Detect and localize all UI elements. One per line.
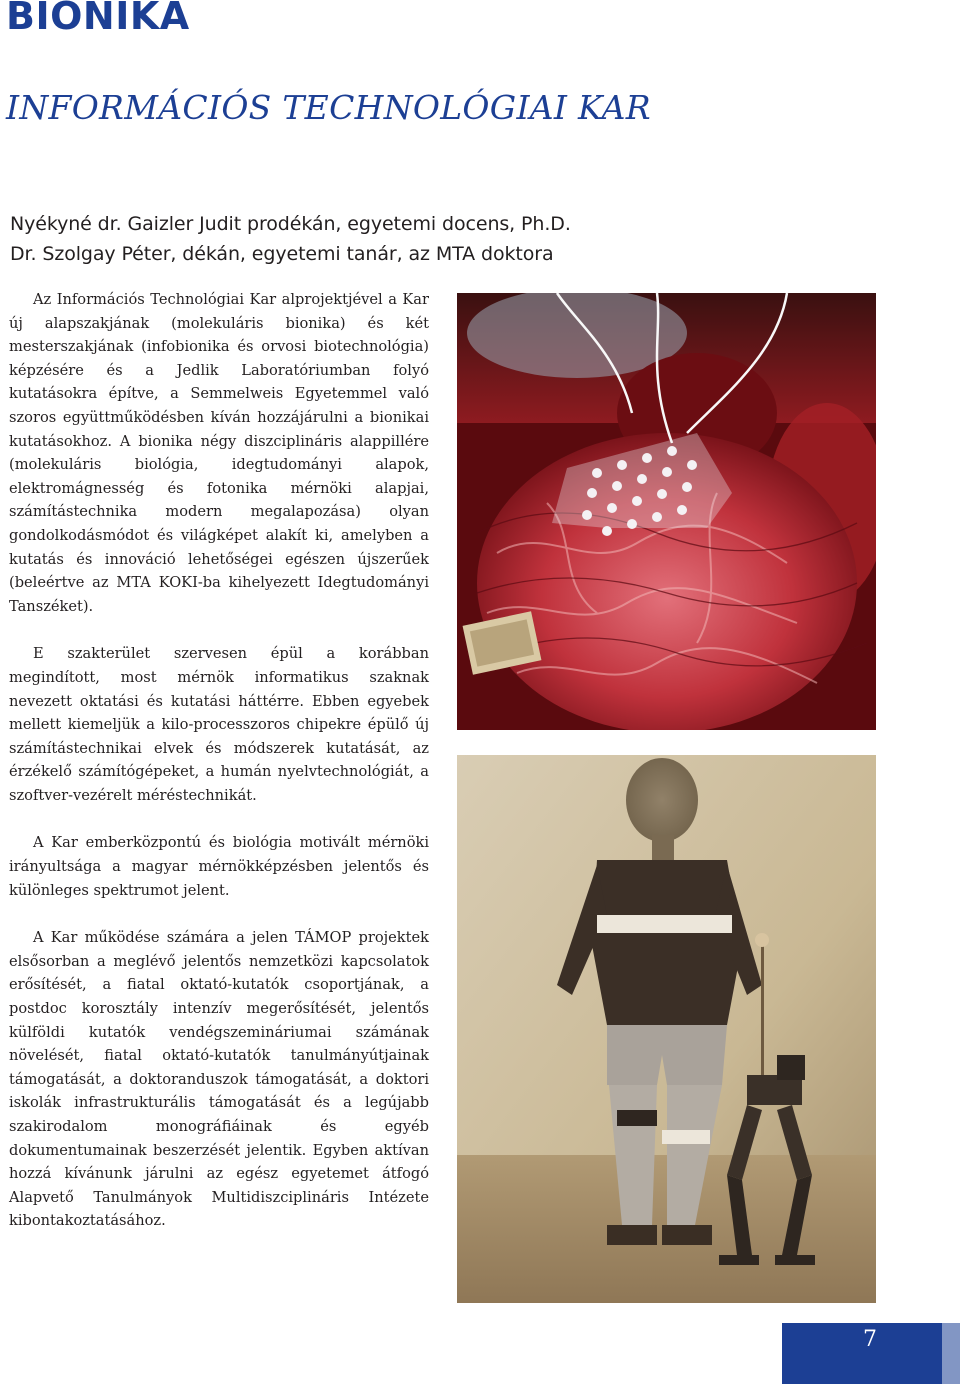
brain-electrode-photo <box>457 293 876 730</box>
section-title: BIONIKA <box>6 0 190 38</box>
paragraph: E szakterület szervesen épül a korábban megindított, most mérnök informatikus szaknak nevezett oktatási és kutatási háttérre. Ebben egyebek mellett kiemeljük a kilo-processzoros chipekre épülő új számítástechnikai elvek és módszerek kutatását, az érzékelő számítógépeket, a humán nyelvtechnológiát, a szoftver-vezérelt méréstechnikát. <box>9 645 429 804</box>
paragraph: A Kar emberközpontú és biológia motivált mérnöki irányultsága a magyar mérnökképzésben jelentős és különleges spektrumot jelent. <box>9 834 429 899</box>
page-number: 7 <box>863 1327 877 1352</box>
page-number-box <box>782 1323 942 1384</box>
author-list <box>10 209 571 269</box>
author-line: Nyékyné dr. Gaizler Judit prodékán, egyetemi docens, Ph.D. <box>10 213 571 235</box>
author-line: Dr. Szolgay Péter, dékán, egyetemi tanár, az MTA doktora <box>10 243 554 265</box>
robot-walking-photo <box>457 755 876 1303</box>
page-number-accent <box>942 1323 960 1384</box>
paragraph: A Kar működése számára a jelen TÁMOP projektek elsősorban a meglévő jelentős nemzetközi kapcsolatok erősítését, a fiatal oktató-kutatók csoportjának, a postdoc korosztály intenzív megerősítését, jelentős külföldi kutatók vendégszemináriumai számának növelését, fiatal oktató-kutatók tanulmányútjainak támogatását, a doktoranduszok támogatását, a doktori iskolák infrastrukturális támogatását és a legújabb szakirodalom monográfiáinak és egyéb dokumentumainak beszerzését jelentik. Egyben aktívan hozzá kívánunk járulni az egész egyetemet átfogó Alapvető Tanulmányok Multidiszciplináris Intézete kibontakoztatásához. <box>9 929 429 1230</box>
faculty-title: INFORMÁCIÓS TECHNOLÓGIAI KAR <box>6 88 651 127</box>
article-body <box>9 288 429 1257</box>
paragraph: Az Információs Technológiai Kar alprojektjével a Kar új alapszakjának (molekuláris bionika) és két mesterszakjának (infobionika és orvosi biotechnológia) képzésére és a Jedlik Laboratóriumban folyó kutatásokra építve, a Semmelweis Egyetemmel való szoros együttműködésben kíván hozzájárulni a bionikai kutatásokhoz. A bionika négy diszciplináris alappillére (molekuláris biológia, idegtudományi alapok, elektromágnesség és fotonika mérnöki alapjai, számítástechnika modern megalapozása) olyan gondolkodásmódot és világképet alakít ki, amelyben a kutatás és innováció lehetőségei egészen újszerűek (beleértve az MTA KOKI-ba kihelyezett Idegtudományi Tanszéket). <box>9 291 429 615</box>
